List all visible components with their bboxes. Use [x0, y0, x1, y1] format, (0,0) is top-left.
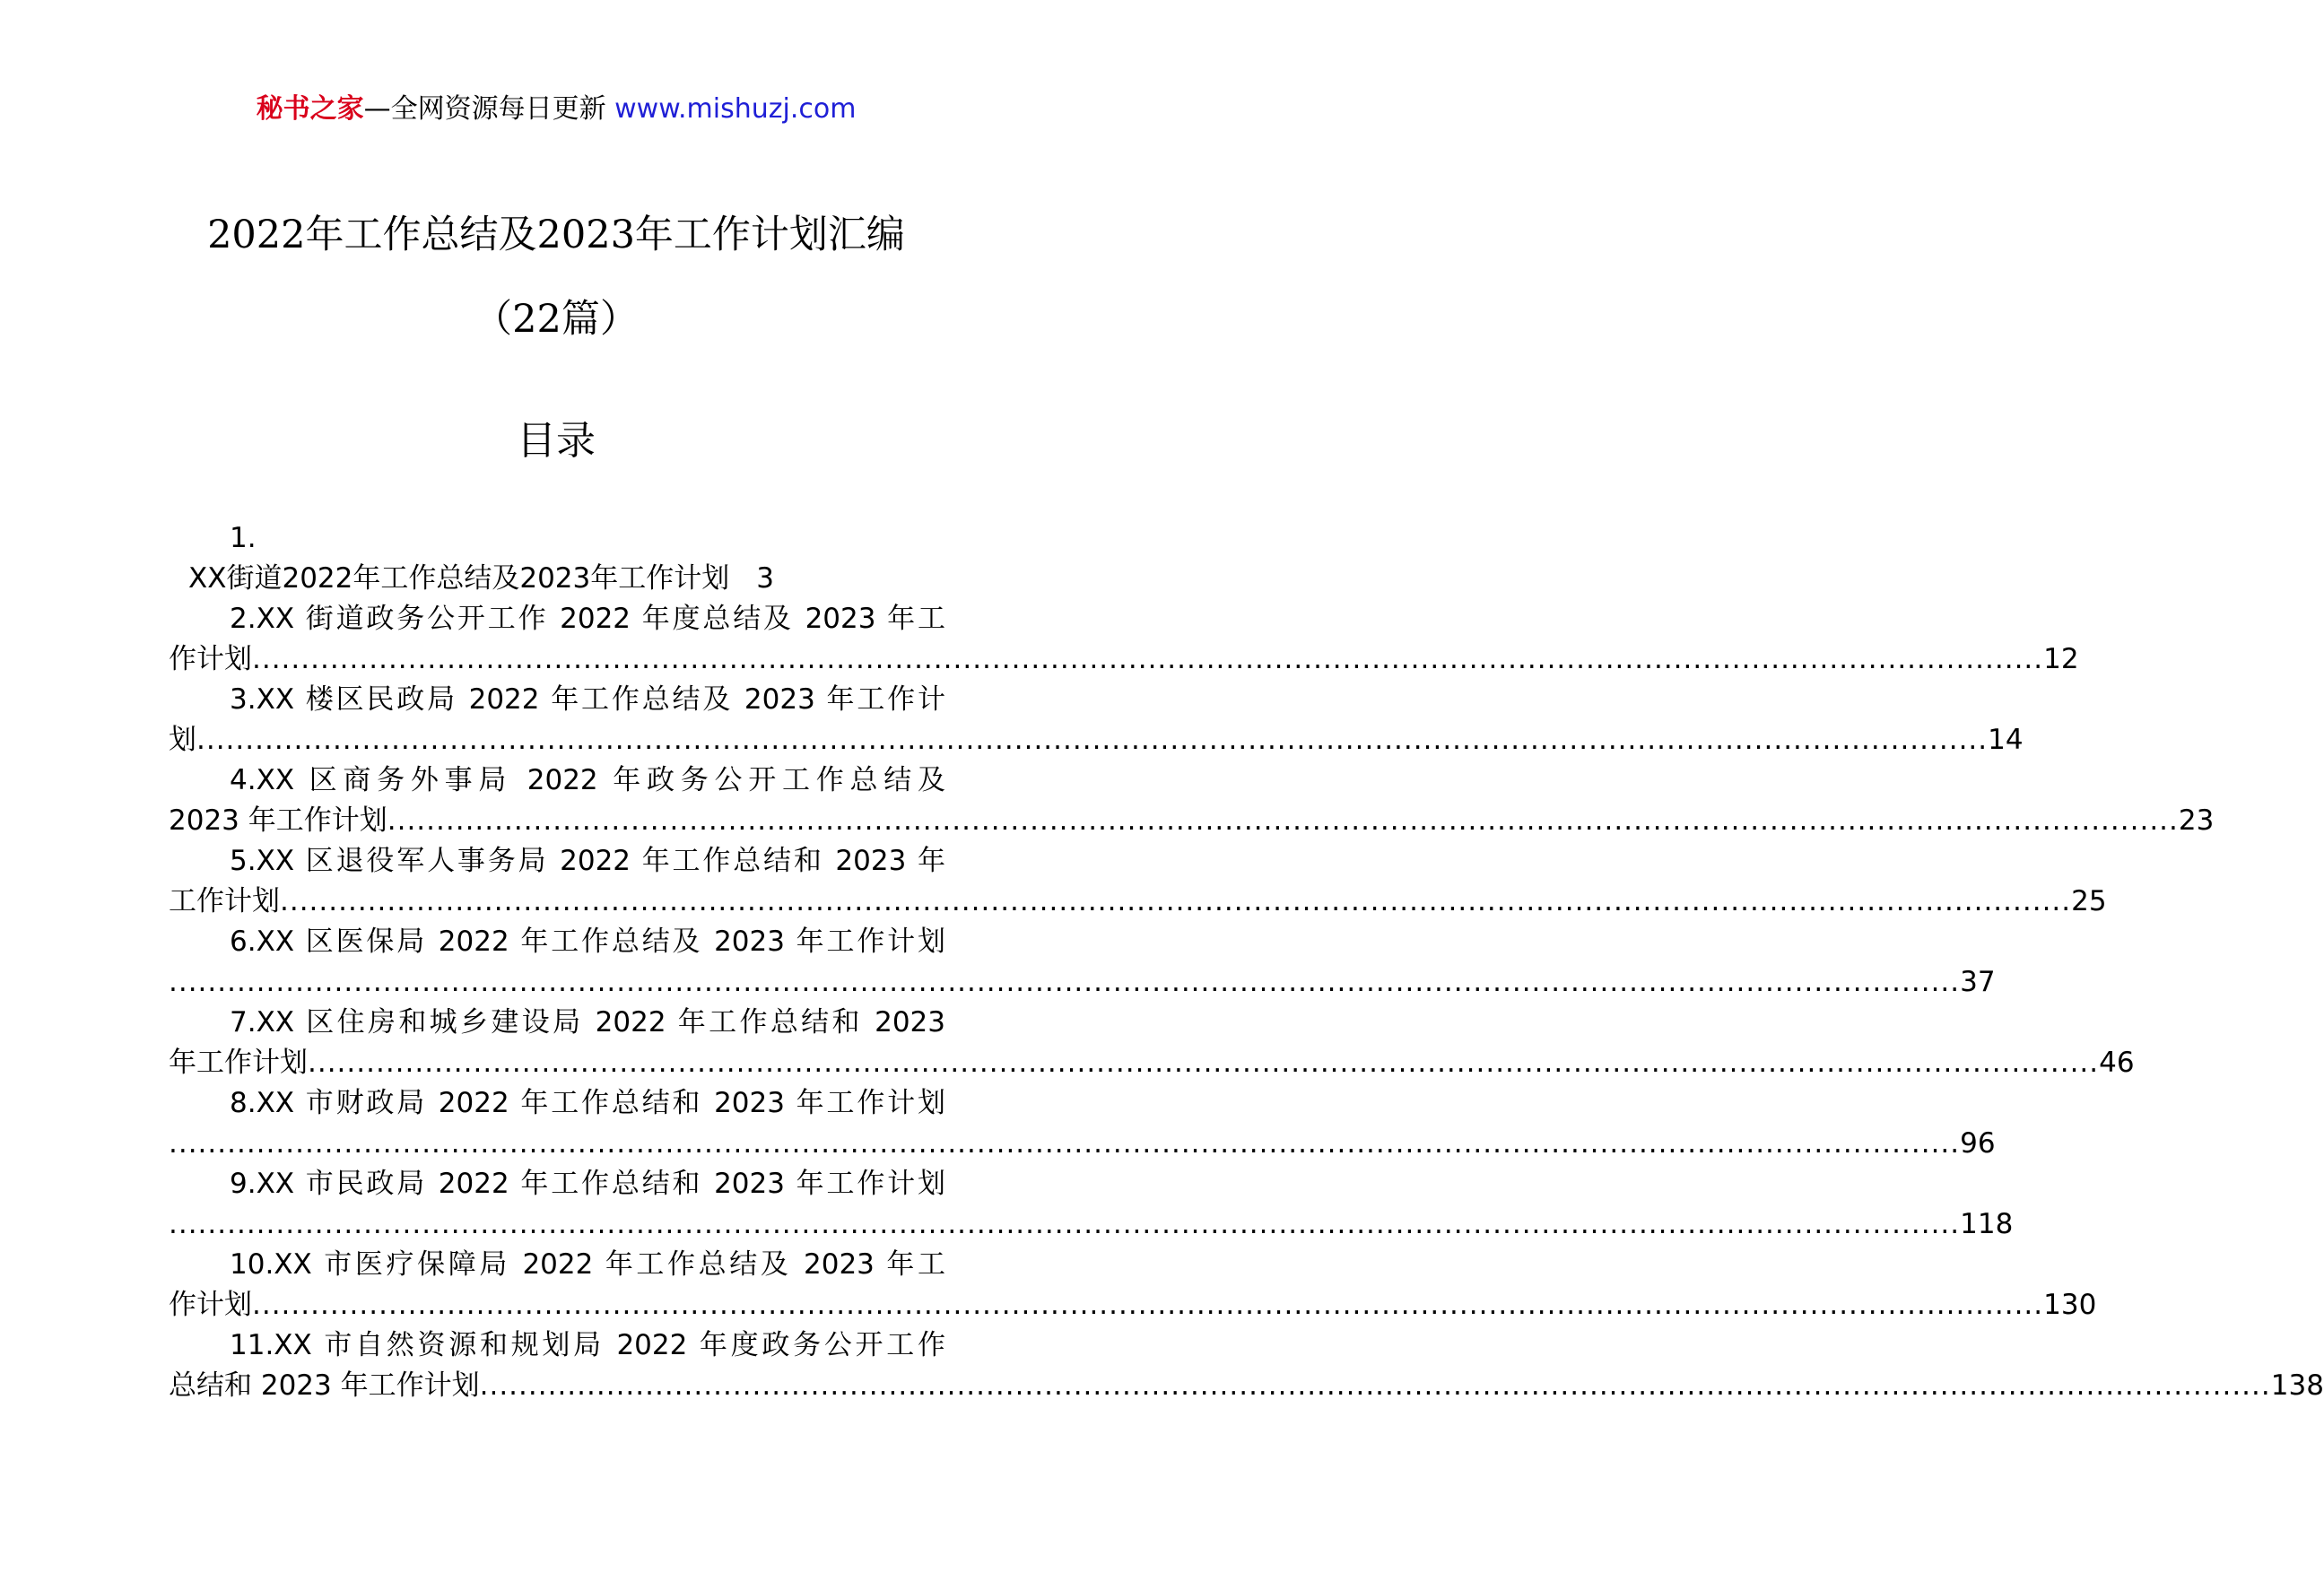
toc-entry-2[interactable]: 2.XX 街道政务公开工作 2022 年度总结及 2023 年工	[230, 603, 945, 635]
toc-entry-1[interactable]	[169, 559, 945, 599]
toc-leader-dots: ........................................................................................................................................................................................	[169, 966, 1961, 998]
toc-entry-text: 作计划	[169, 1289, 252, 1321]
toc-page-number: 12	[2043, 643, 2079, 675]
toc-entry-4-continued[interactable]	[169, 801, 2215, 841]
toc-entry-3[interactable]: 3.XX 楼区民政局 2022 年工作总结及 2023 年工作计	[230, 683, 945, 716]
brand-name: 秘书之家	[256, 93, 364, 125]
toc-leader-dots: ........................................................................................................................................................................................	[479, 1369, 2271, 1402]
header-tagline: —全网资源每日更新	[363, 93, 615, 125]
toc-leader-dots: ........................................................................................................................................................................................	[169, 1208, 1961, 1240]
toc-entry-7[interactable]: 7.XX 区住房和城乡建设局 2022 年工作总结和 2023	[230, 1006, 945, 1039]
toc-page-number: 130	[2043, 1289, 2097, 1321]
toc-page-number: 96	[1960, 1127, 1996, 1160]
table-of-contents	[169, 518, 2324, 1406]
toc-leader-dots: ........................................................................................................................................................................................	[252, 1289, 2044, 1321]
toc-page-number: 118	[1960, 1208, 2014, 1240]
toc-entry-text: 划	[169, 724, 196, 756]
toc-leader-dots: ........................................................................................................................................................................................	[196, 724, 1989, 756]
toc-entry-8[interactable]: 8.XX 市财政局 2022 年工作总结和 2023 年工作计划	[230, 1087, 945, 1119]
toc-page-number: 37	[1960, 966, 1996, 998]
toc-page-number: 46	[2099, 1047, 2135, 1079]
site-url-link[interactable]: www.mishuzj.com	[614, 93, 857, 125]
toc-entry-5-continued[interactable]	[169, 882, 2107, 922]
toc-entry-10-continued[interactable]	[169, 1285, 2097, 1325]
document-title: 2022年工作总结及2023年工作计划汇编	[207, 213, 905, 257]
toc-entry-9-continued[interactable]	[169, 1204, 2014, 1245]
toc-page-number: 23	[2178, 804, 2215, 837]
toc-leader-dots: ........................................................................................................................................................................................	[387, 804, 2179, 837]
header-banner	[0, 90, 1112, 129]
toc-entry-4[interactable]: 4.XX 区商务外事局 2022 年政务公开工作总结及	[230, 764, 945, 796]
toc-entry-text: 年工作计划	[169, 1047, 308, 1079]
toc-page-number: 14	[1988, 724, 2024, 756]
toc-leader-dots: ........................................................................................................................................................................................	[252, 643, 2044, 675]
toc-leader-dots: ........................................................................................................................................................................................	[280, 885, 2072, 917]
toc-page-number: 25	[2071, 885, 2107, 917]
toc-entry-1-number[interactable]: 1.	[230, 522, 257, 554]
toc-leader-dots: ........................................................................................................................................................................................	[169, 1127, 1961, 1160]
toc-leader-dots: ........................................................................................................................................................................................	[308, 1047, 2100, 1079]
toc-heading: 目录	[517, 418, 596, 464]
toc-entry-6-continued[interactable]	[169, 962, 1996, 1003]
toc-page-number: 3	[756, 562, 774, 595]
toc-entry-5[interactable]: 5.XX 区退役军人事务局 2022 年工作总结和 2023 年	[230, 845, 945, 877]
toc-entry-6[interactable]: 6.XX 区医保局 2022 年工作总结及 2023 年工作计划	[230, 926, 945, 958]
toc-entry-8-continued[interactable]	[169, 1124, 1996, 1164]
toc-entry-11-continued[interactable]	[169, 1366, 2324, 1406]
toc-entry-9[interactable]: 9.XX 市民政局 2022 年工作总结和 2023 年工作计划	[230, 1168, 945, 1200]
toc-entry-text: XX街道2022年工作总结及2023年工作计划	[188, 562, 730, 595]
toc-entry-2-continued[interactable]	[169, 639, 2079, 680]
toc-entry-7-continued[interactable]	[169, 1043, 2135, 1083]
toc-entry-3-continued[interactable]	[169, 720, 2024, 760]
toc-entry-text: 2023 年工作计划	[169, 804, 387, 837]
toc-entry-text: 工作计划	[169, 885, 280, 917]
toc-entry-text: 总结和 2023 年工作计划	[169, 1369, 480, 1402]
toc-page-number: 138	[2270, 1369, 2324, 1402]
document-subtitle: （22篇）	[474, 297, 639, 342]
toc-entry-10[interactable]: 10.XX 市医疗保障局 2022 年工作总结及 2023 年工	[230, 1248, 945, 1281]
toc-entry-text: 作计划	[169, 643, 252, 675]
toc-entry-11[interactable]: 11.XX 市自然资源和规划局 2022 年度政务公开工作	[230, 1329, 945, 1361]
